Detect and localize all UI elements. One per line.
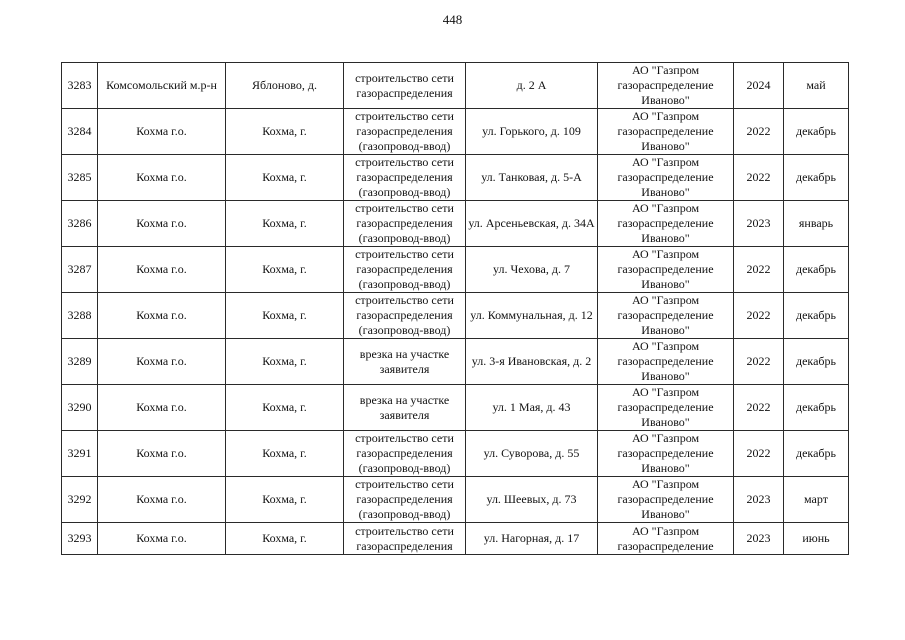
work-type-cell: врезка на участке заявителя: [344, 385, 466, 431]
table-row: [62, 247, 849, 293]
row-number: 3283: [62, 63, 98, 109]
work-type-cell: строительство сети газораспределения (газопровод-ввод): [344, 477, 466, 523]
table-row: [62, 201, 849, 247]
work-type-cell: строительство сети газораспределения (газопровод-ввод): [344, 293, 466, 339]
district-cell: Кохма г.о.: [98, 385, 226, 431]
locality-cell: Кохма, г.: [226, 385, 344, 431]
district-cell: Кохма г.о.: [98, 523, 226, 555]
month-cell: декабрь: [784, 293, 849, 339]
gasification-table: [61, 62, 849, 555]
year-cell: 2022: [734, 431, 784, 477]
row-number: 3288: [62, 293, 98, 339]
row-number: 3290: [62, 385, 98, 431]
organization-cell: АО "Газпром газораспределение Иваново": [598, 431, 734, 477]
address-cell: ул. 1 Мая, д. 43: [466, 385, 598, 431]
address-cell: ул. Чехова, д. 7: [466, 247, 598, 293]
table-row: [62, 431, 849, 477]
organization-cell: АО "Газпром газораспределение Иваново": [598, 247, 734, 293]
year-cell: 2022: [734, 247, 784, 293]
district-cell: Кохма г.о.: [98, 201, 226, 247]
year-cell: 2023: [734, 477, 784, 523]
month-cell: декабрь: [784, 109, 849, 155]
year-cell: 2022: [734, 109, 784, 155]
locality-cell: Кохма, г.: [226, 201, 344, 247]
table-row: [62, 293, 849, 339]
year-cell: 2024: [734, 63, 784, 109]
address-cell: ул. Коммунальная, д. 12: [466, 293, 598, 339]
locality-cell: Кохма, г.: [226, 477, 344, 523]
locality-cell: Кохма, г.: [226, 293, 344, 339]
work-type-cell: строительство сети газораспределения: [344, 63, 466, 109]
work-type-cell: строительство сети газораспределения (газопровод-ввод): [344, 109, 466, 155]
locality-cell: Кохма, г.: [226, 339, 344, 385]
organization-cell: АО "Газпром газораспределение Иваново": [598, 293, 734, 339]
address-cell: ул. Шеевых, д. 73: [466, 477, 598, 523]
locality-cell: Кохма, г.: [226, 109, 344, 155]
address-cell: д. 2 А: [466, 63, 598, 109]
address-cell: ул. Танковая, д. 5-А: [466, 155, 598, 201]
row-number: 3291: [62, 431, 98, 477]
month-cell: декабрь: [784, 431, 849, 477]
work-type-cell: строительство сети газораспределения (газопровод-ввод): [344, 201, 466, 247]
district-cell: Кохма г.о.: [98, 293, 226, 339]
table-body: [62, 63, 849, 555]
locality-cell: Кохма, г.: [226, 431, 344, 477]
district-cell: Комсомольский м.р-н: [98, 63, 226, 109]
table-row: [62, 523, 849, 555]
district-cell: Кохма г.о.: [98, 109, 226, 155]
district-cell: Кохма г.о.: [98, 431, 226, 477]
month-cell: декабрь: [784, 385, 849, 431]
district-cell: Кохма г.о.: [98, 247, 226, 293]
row-number: 3286: [62, 201, 98, 247]
year-cell: 2022: [734, 385, 784, 431]
organization-cell: АО "Газпром газораспределение Иваново": [598, 201, 734, 247]
row-number: 3293: [62, 523, 98, 555]
table-row: [62, 63, 849, 109]
organization-cell: АО "Газпром газораспределение Иваново": [598, 109, 734, 155]
organization-cell: АО "Газпром газораспределение: [598, 523, 734, 555]
month-cell: декабрь: [784, 155, 849, 201]
address-cell: ул. Арсеньевская, д. 34А: [466, 201, 598, 247]
locality-cell: Кохма, г.: [226, 155, 344, 201]
address-cell: ул. Горького, д. 109: [466, 109, 598, 155]
month-cell: март: [784, 477, 849, 523]
year-cell: 2022: [734, 293, 784, 339]
year-cell: 2022: [734, 155, 784, 201]
district-cell: Кохма г.о.: [98, 477, 226, 523]
locality-cell: Кохма, г.: [226, 523, 344, 555]
locality-cell: Яблоново, д.: [226, 63, 344, 109]
year-cell: 2022: [734, 339, 784, 385]
table-row: [62, 109, 849, 155]
page-number: 448: [442, 12, 463, 27]
district-cell: Кохма г.о.: [98, 339, 226, 385]
address-cell: ул. Суворова, д. 55: [466, 431, 598, 477]
work-type-cell: строительство сети газораспределения (газопровод-ввод): [344, 247, 466, 293]
month-cell: июнь: [784, 523, 849, 555]
table-row: [62, 155, 849, 201]
year-cell: 2023: [734, 201, 784, 247]
month-cell: май: [784, 63, 849, 109]
row-number: 3292: [62, 477, 98, 523]
address-cell: ул. 3-я Ивановская, д. 2: [466, 339, 598, 385]
year-cell: 2023: [734, 523, 784, 555]
row-number: 3285: [62, 155, 98, 201]
organization-cell: АО "Газпром газораспределение Иваново": [598, 339, 734, 385]
work-type-cell: строительство сети газораспределения (газопровод-ввод): [344, 155, 466, 201]
month-cell: декабрь: [784, 247, 849, 293]
work-type-cell: строительство сети газораспределения: [344, 523, 466, 555]
address-cell: ул. Нагорная, д. 17: [466, 523, 598, 555]
work-type-cell: врезка на участке заявителя: [344, 339, 466, 385]
month-cell: январь: [784, 201, 849, 247]
district-cell: Кохма г.о.: [98, 155, 226, 201]
row-number: 3289: [62, 339, 98, 385]
organization-cell: АО "Газпром газораспределение Иваново": [598, 385, 734, 431]
row-number: 3287: [62, 247, 98, 293]
work-type-cell: строительство сети газораспределения (газопровод-ввод): [344, 431, 466, 477]
locality-cell: Кохма, г.: [226, 247, 344, 293]
organization-cell: АО "Газпром газораспределение Иваново": [598, 63, 734, 109]
month-cell: декабрь: [784, 339, 849, 385]
table-row: [62, 339, 849, 385]
table-row: [62, 477, 849, 523]
organization-cell: АО "Газпром газораспределение Иваново": [598, 155, 734, 201]
organization-cell: АО "Газпром газораспределение Иваново": [598, 477, 734, 523]
table-row: [62, 385, 849, 431]
row-number: 3284: [62, 109, 98, 155]
